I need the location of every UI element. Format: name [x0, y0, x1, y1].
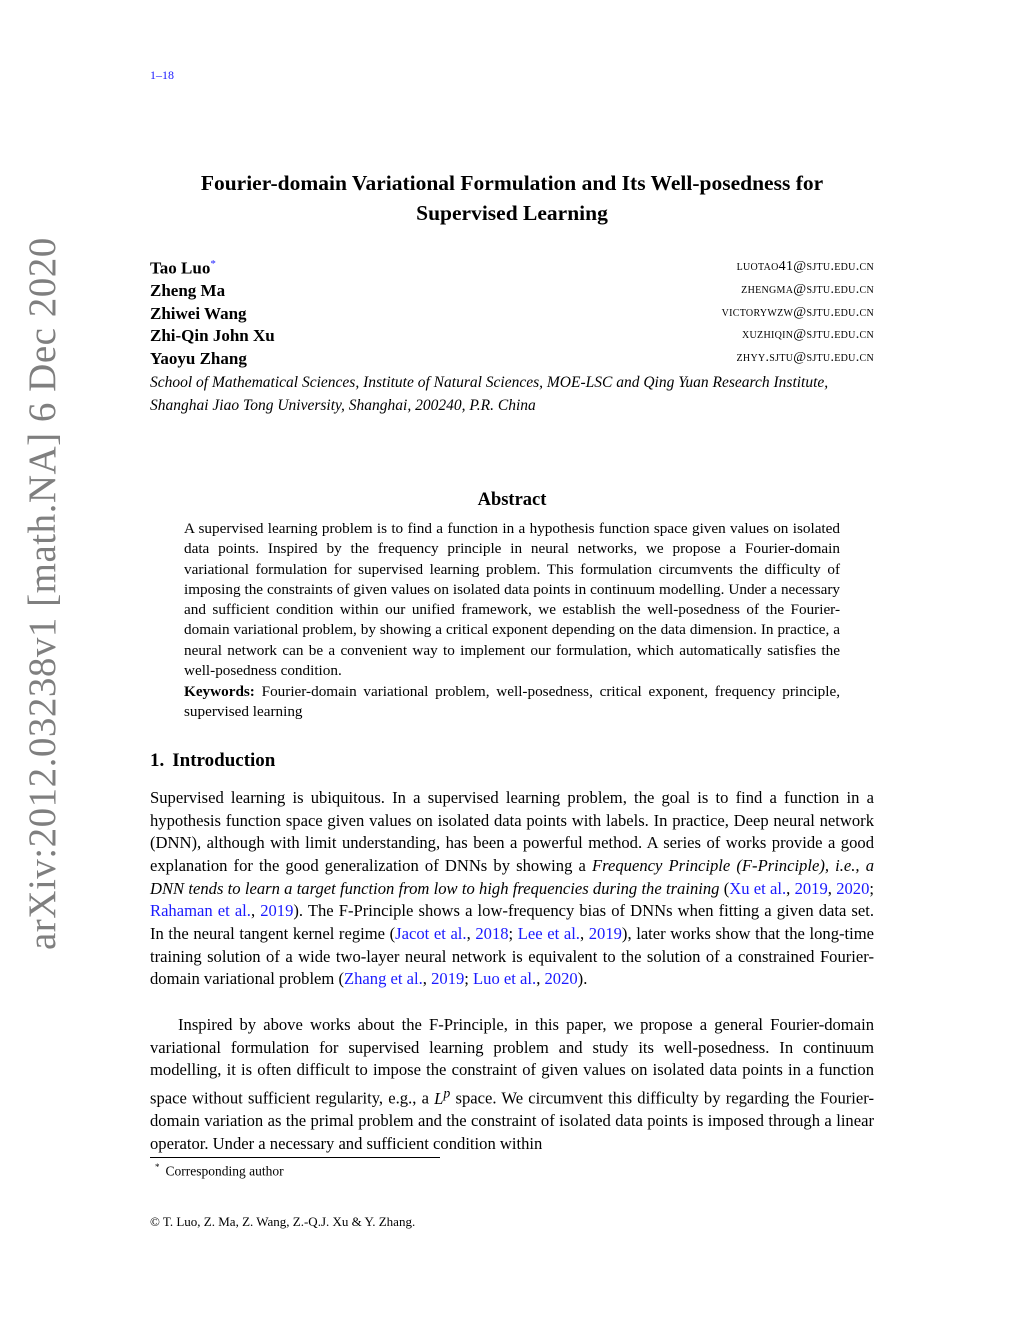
- author-email: xuzhiqin@sjtu.edu.cn: [742, 327, 874, 342]
- section-heading: [150, 750, 283, 772]
- citation-link[interactable]: Luo et al.: [473, 969, 537, 989]
- citation-link[interactable]: 2019: [260, 901, 294, 921]
- intro-paragraph-1: [150, 787, 874, 991]
- affiliation-line-2: Shanghai Jiao Tong University, Shanghai, 200240, P.R. China: [150, 396, 536, 414]
- citation-link[interactable]: Jacot et al.: [395, 923, 467, 943]
- citation-link[interactable]: Xu et al.: [729, 878, 787, 898]
- keywords-label: Keywords:: [184, 683, 255, 700]
- citation-link[interactable]: 2020: [544, 969, 578, 989]
- section-title: Introduction: [172, 750, 276, 771]
- text-run: ), later works show that the long-time training solution of a wide two-layer neural network is equivalent to the solution of a constrained Fourier-domain variational problem (: [150, 923, 875, 989]
- citation-link[interactable]: 2019: [431, 969, 465, 989]
- author-row: [150, 326, 874, 348]
- text-run: ).: [577, 969, 588, 989]
- author-email: zhengma@sjtu.edu.cn: [741, 282, 874, 297]
- text-run: ,: [786, 878, 795, 898]
- keywords: [184, 682, 840, 723]
- italic-run: Frequency Principle (F-Principle), i.e., a DNN tends to learn a target function from low to high frequencies during the training: [150, 855, 874, 898]
- citation-link[interactable]: 2019: [588, 923, 622, 943]
- corresponding-marker[interactable]: *: [210, 258, 216, 270]
- abstract-heading: Abstract: [477, 490, 547, 510]
- affiliation: [150, 372, 880, 417]
- paper-title: [150, 168, 874, 228]
- citation-link[interactable]: 2019: [794, 878, 828, 898]
- affiliation-line-1: School of Mathematical Sciences, Institute of Natural Sciences, MOE-LSC and Qing Yuan Research Institute,: [150, 374, 829, 391]
- arxiv-stamp: arXiv:2012.03238v1 [math.NA] 6 Dec 2020: [21, 237, 64, 950]
- text-run: ,: [422, 969, 432, 989]
- citation-link[interactable]: 2018: [475, 923, 509, 943]
- page-range: 1–18: [150, 68, 174, 82]
- text-run: ;: [869, 878, 874, 898]
- keywords-text: Fourier-domain variational problem, well-posedness, critical exponent, frequency principle, supervised learning: [184, 683, 841, 721]
- text-run: ). The F-Principle shows a low-frequency bias of DNNs when fitting a given data set. In the neural tangent kernel regime (: [150, 901, 875, 943]
- copyright: © T. Luo, Z. Ma, Z. Wang, Z.-Q.J. Xu & Y. Zhang.: [150, 1214, 416, 1229]
- math-lp: $L^p$: [434, 1084, 451, 1108]
- text-run: Inspired by above works about the F-Principle, in this paper, we propose a general Fourier-domain variational formulation for supervised learning problem and study its well-posedness. In continuum modelling, it is often difficult to impose the constraint of given values on isolated data points in a function space without sufficient regularity, e.g., a: [150, 1015, 874, 1108]
- text-run: ,: [466, 923, 476, 943]
- author-email: zhyy.sjtu@sjtu.edu.cn: [736, 350, 874, 365]
- text-run: ,: [536, 969, 545, 989]
- text-run: ,: [579, 923, 589, 943]
- footnote-text: Corresponding author: [165, 1163, 284, 1179]
- text-run: (: [719, 878, 730, 898]
- text-run: Supervised learning is ubiquitous. In a supervised learning problem, the goal is to find a function in a hypothesis function space given values on isolated data points with labels. In practice, Deep neural network (DNN), although with limit understanding, has been a powerful method. A series of works provide a good explanation for the good generalization of DNNs by showing a: [150, 788, 874, 875]
- author-name: Yaoyu Zhang: [150, 349, 247, 368]
- text-run: ,: [827, 878, 837, 898]
- author-email: victorywzw@sjtu.edu.cn: [721, 305, 874, 320]
- author-name: Zhiwei Wang: [150, 304, 247, 323]
- citation-link[interactable]: Rahaman et al.: [150, 901, 251, 921]
- citation-link[interactable]: Zhang et al.: [344, 969, 423, 989]
- section-number: 1.: [150, 750, 165, 771]
- intro-paragraph-2: [150, 1014, 874, 1155]
- title-line-2: Supervised Learning: [416, 201, 608, 225]
- author-email: luotao41@sjtu.edu.cn: [736, 259, 874, 274]
- citation-link[interactable]: 2020: [836, 878, 870, 898]
- author-row: [150, 304, 874, 326]
- author-name: Zheng Ma: [150, 281, 226, 300]
- author-row: [150, 281, 874, 303]
- title-line-1: Fourier-domain Variational Formulation and Its Well-posedness for: [200, 171, 824, 195]
- author-name: Zhi-Qin John Xu: [150, 326, 275, 345]
- text-run: ;: [508, 923, 518, 943]
- text-run: ,: [250, 901, 261, 921]
- footnote-divider: [150, 1157, 440, 1158]
- author-row: [150, 258, 874, 280]
- author-name: Tao Luo*: [150, 258, 216, 278]
- author-row: [150, 349, 874, 371]
- footnote: [155, 1162, 284, 1180]
- citation-link[interactable]: Lee et al.: [517, 923, 580, 943]
- footnote-marker: *: [155, 1162, 160, 1172]
- text-run: ;: [464, 969, 474, 989]
- text-run: space. We circumvent this difficulty by regarding the Fourier-domain variation as the primal problem and the constraint of isolated data points is imposed through a linear operator. Under a necessary and sufficient condition within: [150, 1088, 874, 1153]
- abstract-body: A supervised learning problem is to find a function in a hypothesis function space given values on isolated data points. Inspired by the frequency principle in neural networks, we propose a Fourier-domain variational formulation for supervised learning problem. This formulation circumvents the difficulty of imposing the constraints of given values on isolated data points in continuum modelling. Under a necessary and sufficient condition within our unified framework, we establish the well-posedness of the Fourier-domain variational problem, by showing a critical exponent depending on the data dimension. In practice, a neural network can be a convenient way to implement our formulation, which automatically satisfies the well-posedness condition.: [184, 520, 840, 680]
